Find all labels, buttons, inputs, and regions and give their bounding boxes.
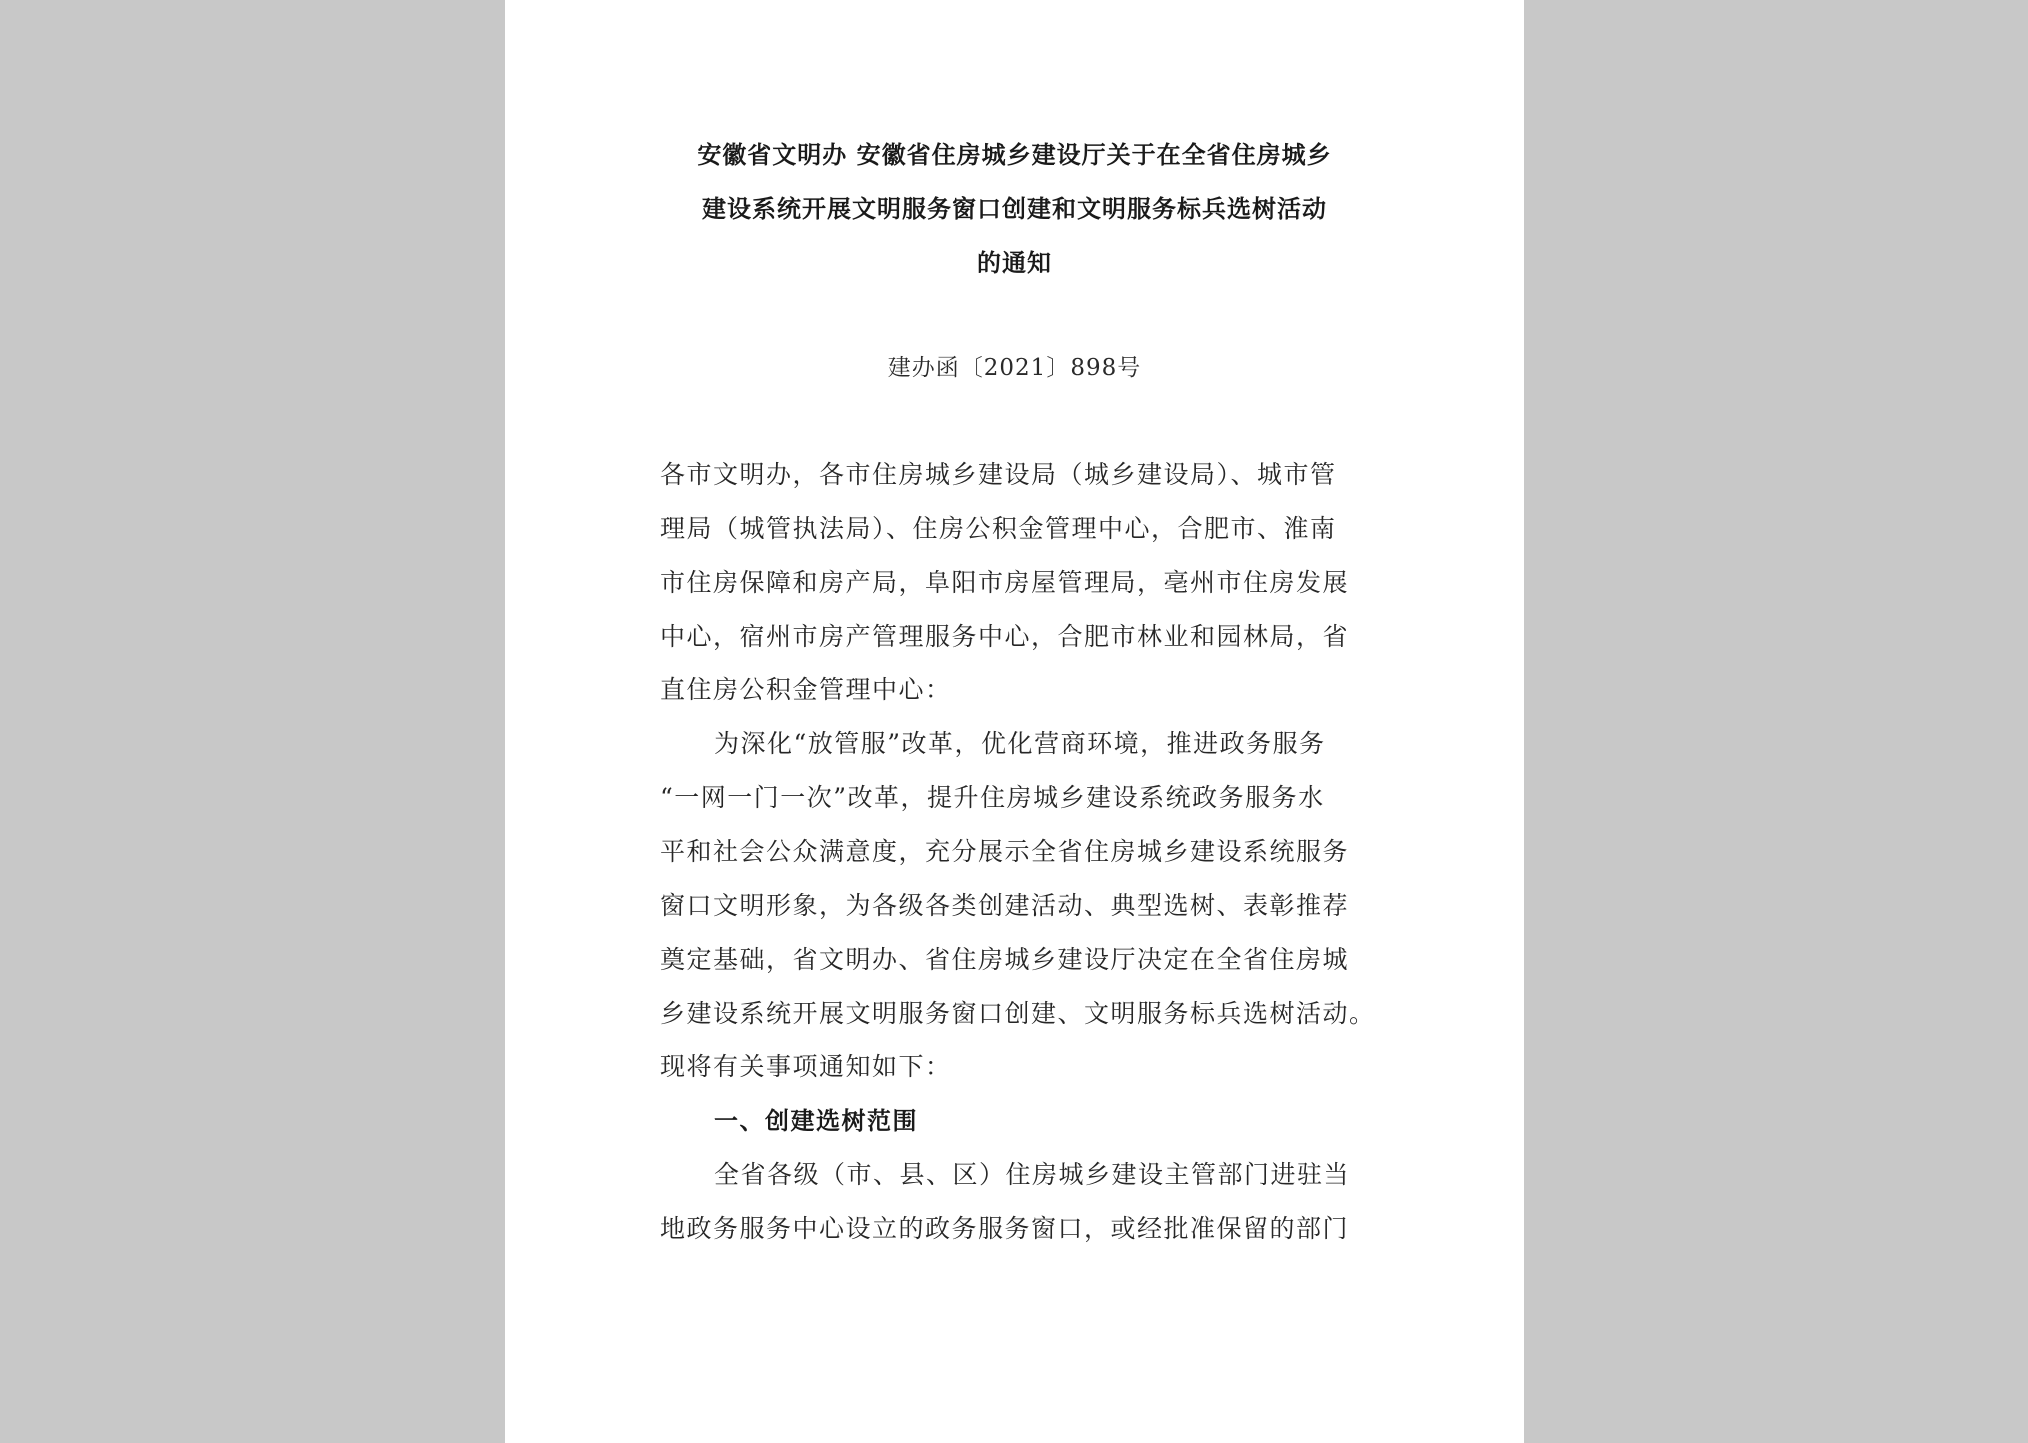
- intro-paragraph-line: 乡建设系统开展文明服务窗口创建、文明服务标兵选树活动。: [660, 999, 1376, 1028]
- document-number: 建办函〔2021〕898号: [887, 355, 1142, 381]
- intro-paragraph-line: 平和社会公众满意度，充分展示全省住房城乡建设系统服务: [660, 837, 1350, 866]
- document-title-line-2: 建设系统开展文明服务窗口创建和文明服务标兵选树活动: [702, 195, 1327, 223]
- intro-paragraph-line: 窗口文明形象，为各级各类创建活动、典型选树、表彰推荐: [660, 891, 1350, 920]
- intro-paragraph-line: 为深化“放管服”改革，优化营商环境，推进政务服务: [714, 729, 1326, 758]
- intro-paragraph-line: 奠定基础，省文明办、省住房城乡建设厅决定在全省住房城: [660, 945, 1350, 974]
- intro-paragraph-line: “一网一门一次”改革，提升住房城乡建设系统政务服务水: [660, 783, 1325, 812]
- addressee-line: 各市文明办，各市住房城乡建设局（城乡建设局）、城市管: [660, 460, 1337, 489]
- section-paragraph-line: 地政务服务中心设立的政务服务窗口，或经批准保留的部门: [660, 1214, 1350, 1243]
- addressee-line: 理局（城管执法局）、住房公积金管理中心，合肥市、淮南: [660, 514, 1337, 543]
- addressee-line: 直住房公积金管理中心：: [660, 675, 952, 704]
- section-heading: 一、创建选树范围: [714, 1107, 918, 1135]
- section-paragraph-line: 全省各级（市、县、区）住房城乡建设主管部门进驻当: [714, 1160, 1351, 1189]
- document-page: [505, 0, 1524, 1443]
- addressee-line: 市住房保障和房产局，阜阳市房屋管理局，亳州市住房发展: [660, 568, 1350, 597]
- document-title-line-3: 的通知: [977, 249, 1052, 277]
- intro-paragraph-line: 现将有关事项通知如下：: [660, 1052, 952, 1081]
- document-title-line-1: 安徽省文明办 安徽省住房城乡建设厅关于在全省住房城乡: [697, 141, 1332, 169]
- addressee-line: 中心，宿州市房产管理服务中心，合肥市林业和园林局，省: [660, 622, 1350, 651]
